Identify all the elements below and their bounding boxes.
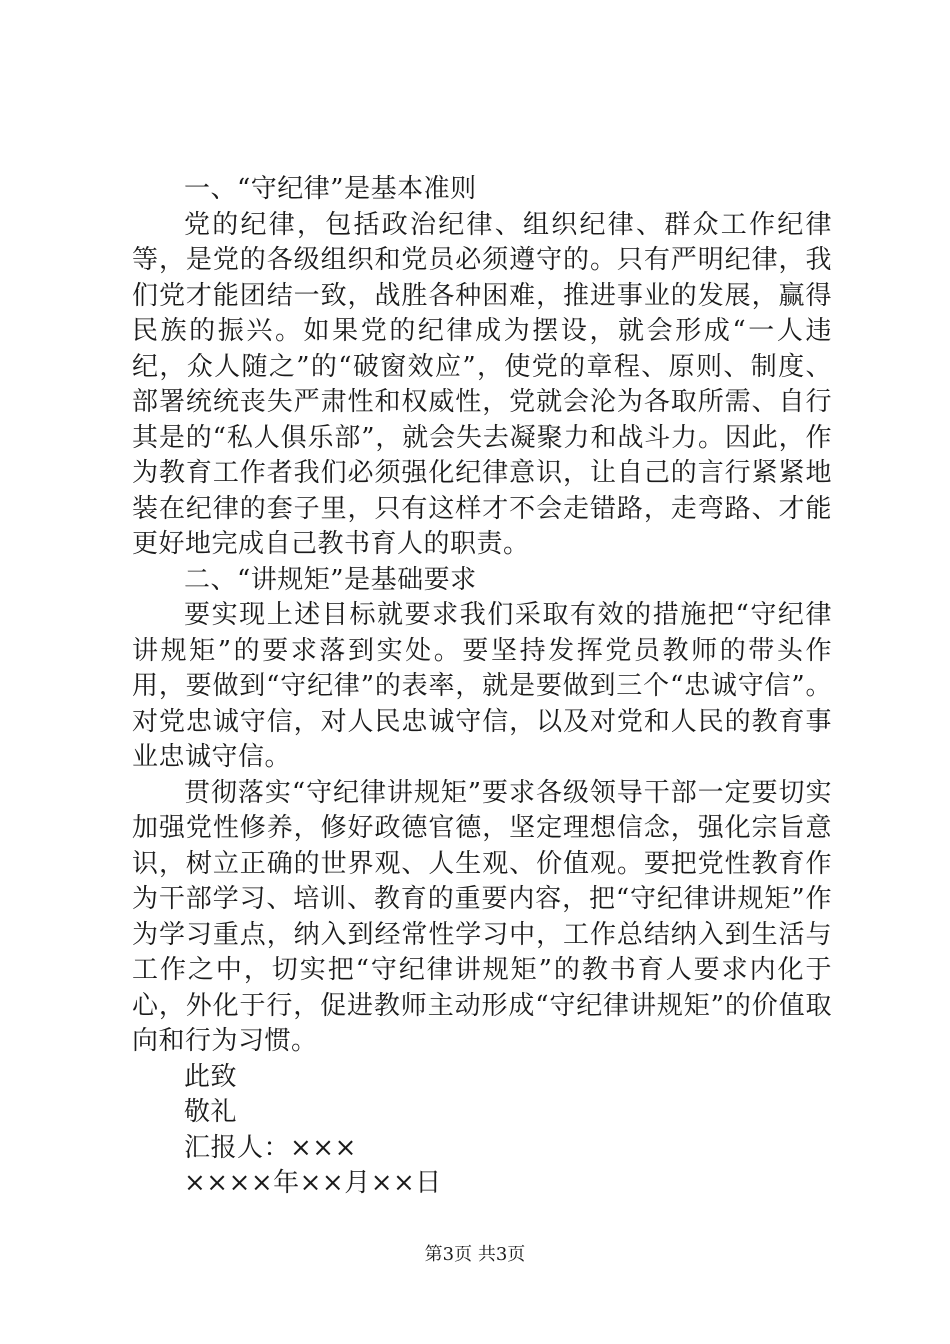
- section-1-heading: 一、“守纪律”是基本准则: [184, 174, 477, 204]
- date-line: ××××年××月××日: [184, 1168, 442, 1198]
- section-1-paragraph-1: 党的纪律，包括政治纪律、组织纪律、群众工作纪律等，是党的各级组织和党员必须遵守的。只有严明纪律，我们党才能团结一致，战胜各种困难，推进事业的发展，赢得民族的振兴。如果党的纪律成为摆设，就会形成“一人违纪，众人随之”的“破窗效应”，使党的章程、原则、制度、部署统统丧失严肃性和权威性，党就会沦为各取所需、自行其是的“私人俱乐部”，就会失去凝聚力和战斗力。因此，作为教育工作者我们必须强化纪律意识，让自己的言行紧紧地装在纪律的套子里，只有这样才不会走错路，走弯路、才能更好地完成自己教书育人的职责。: [132, 209, 832, 559]
- reporter-line: 汇报人：×××: [184, 1132, 357, 1163]
- salutation-jing-li: 敬礼: [184, 1097, 238, 1127]
- page-footer: 第3页 共3页: [424, 1244, 526, 1265]
- section-2-heading: 二、“讲规矩”是基础要求: [184, 564, 477, 595]
- salutation-ci-zhi: 此致: [184, 1061, 238, 1092]
- section-2-paragraph-2: 贯彻落实“守纪律讲规矩”要求各级领导干部一定要切实加强党性修养，修好政德官德，坚定理想信念，强化宗旨意识，树立正确的世界观、人生观、价值观。要把党性教育作为干部学习、培训、教育的重要内容，把“守纪律讲规矩”作为学习重点，纳入到经常性学习中，工作总结纳入到生活与工作之中，切实把“守纪律讲规矩”的教书育人要求内化于心，外化于行，促进教师主动形成“守纪律讲规矩”的价值取向和行为习惯。: [132, 777, 832, 1056]
- document-body: [132, 172, 832, 1202]
- section-2-paragraph-1: 要实现上述目标就要求我们采取有效的措施把“守纪律讲规矩”的要求落到实处。要坚持发挥党员教师的带头作用，要做到“守纪律”的表率，就是要做到三个“忠诚守信”。对党忠诚守信，对人民忠诚守信，以及对党和人民的教育事业忠诚守信。: [132, 600, 832, 772]
